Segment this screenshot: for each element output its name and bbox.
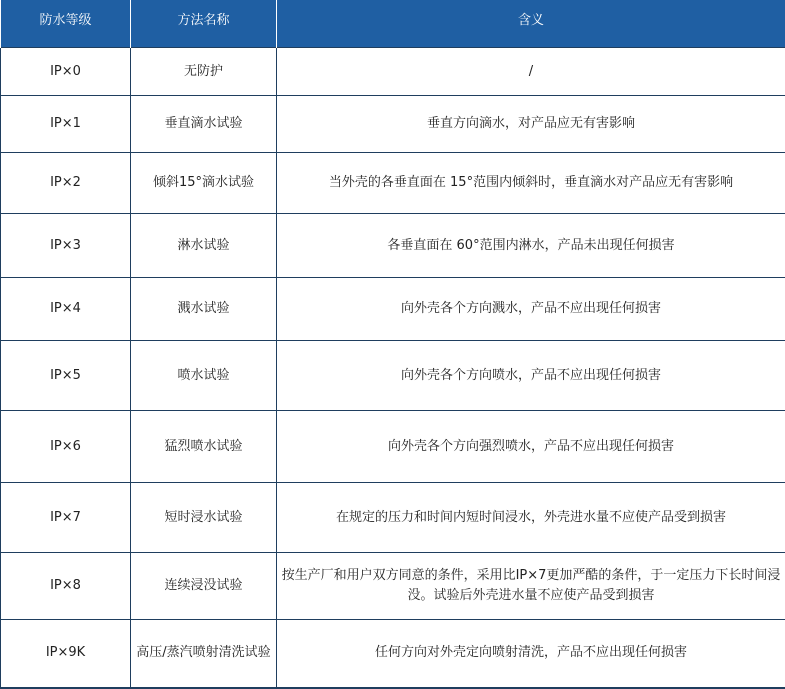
table-header-row [1,0,785,48]
level-cell: IP×2 [1,153,131,214]
meaning-cell: / [277,48,785,96]
header-method [131,0,277,48]
meaning-cell: 在规定的压力和时间内短时间浸水，外壳进水量不应使产品受到损害 [277,483,785,553]
level-cell: IP×4 [1,278,131,341]
meaning-cell: 向外壳各个方向强烈喷水，产品不应出现任何损害 [277,411,785,483]
table-row [1,411,785,483]
method-cell: 高压/蒸汽喷射清洗试验 [131,620,277,688]
meaning-cell: 向外壳各个方向喷水，产品不应出现任何损害 [277,341,785,411]
method-cell: 倾斜15°滴水试验 [131,153,277,214]
table-row [1,278,785,341]
header-method-label: 方法名称 [131,9,276,28]
meaning-cell: 当外壳的各垂直面在 15°范围内倾斜时，垂直滴水对产品应无有害影响 [277,153,785,214]
table-row [1,153,785,214]
level-cell: IP×5 [1,341,131,411]
header-meaning [277,0,785,48]
level-cell: IP×3 [1,214,131,278]
meaning-cell: 向外壳各个方向溅水，产品不应出现任何损害 [277,278,785,341]
level-cell: IP×6 [1,411,131,483]
method-cell: 无防护 [131,48,277,96]
meaning-cell: 垂直方向滴水，对产品应无有害影响 [277,96,785,153]
table-row [1,48,785,96]
header-level [1,0,131,48]
table-row [1,483,785,553]
table-row [1,620,785,688]
level-cell: IP×0 [1,48,131,96]
table-row [1,553,785,620]
meaning-cell: 各垂直面在 60°范围内淋水，产品未出现任何损害 [277,214,785,278]
method-cell: 溅水试验 [131,278,277,341]
method-cell: 喷水试验 [131,341,277,411]
header-meaning-label: 含义 [277,9,785,28]
method-cell: 连续浸没试验 [131,553,277,620]
meaning-cell: 任何方向对外壳定向喷射清洗，产品不应出现任何损害 [277,620,785,688]
method-cell: 短时浸水试验 [131,483,277,553]
table-row [1,96,785,153]
level-cell: IP×1 [1,96,131,153]
meaning-cell: 按生产厂和用户双方同意的条件，采用比IP×7更加严酷的条件，于一定压力下长时间浸没。试验后外壳进水量不应使产品受到损害 [277,553,785,620]
level-cell: IP×8 [1,553,131,620]
method-cell: 垂直滴水试验 [131,96,277,153]
level-cell: IP×9K [1,620,131,688]
level-cell: IP×7 [1,483,131,553]
table-row [1,214,785,278]
method-cell: 猛烈喷水试验 [131,411,277,483]
header-level-label: 防水等级 [1,9,130,28]
table-row [1,341,785,411]
method-cell: 淋水试验 [131,214,277,278]
